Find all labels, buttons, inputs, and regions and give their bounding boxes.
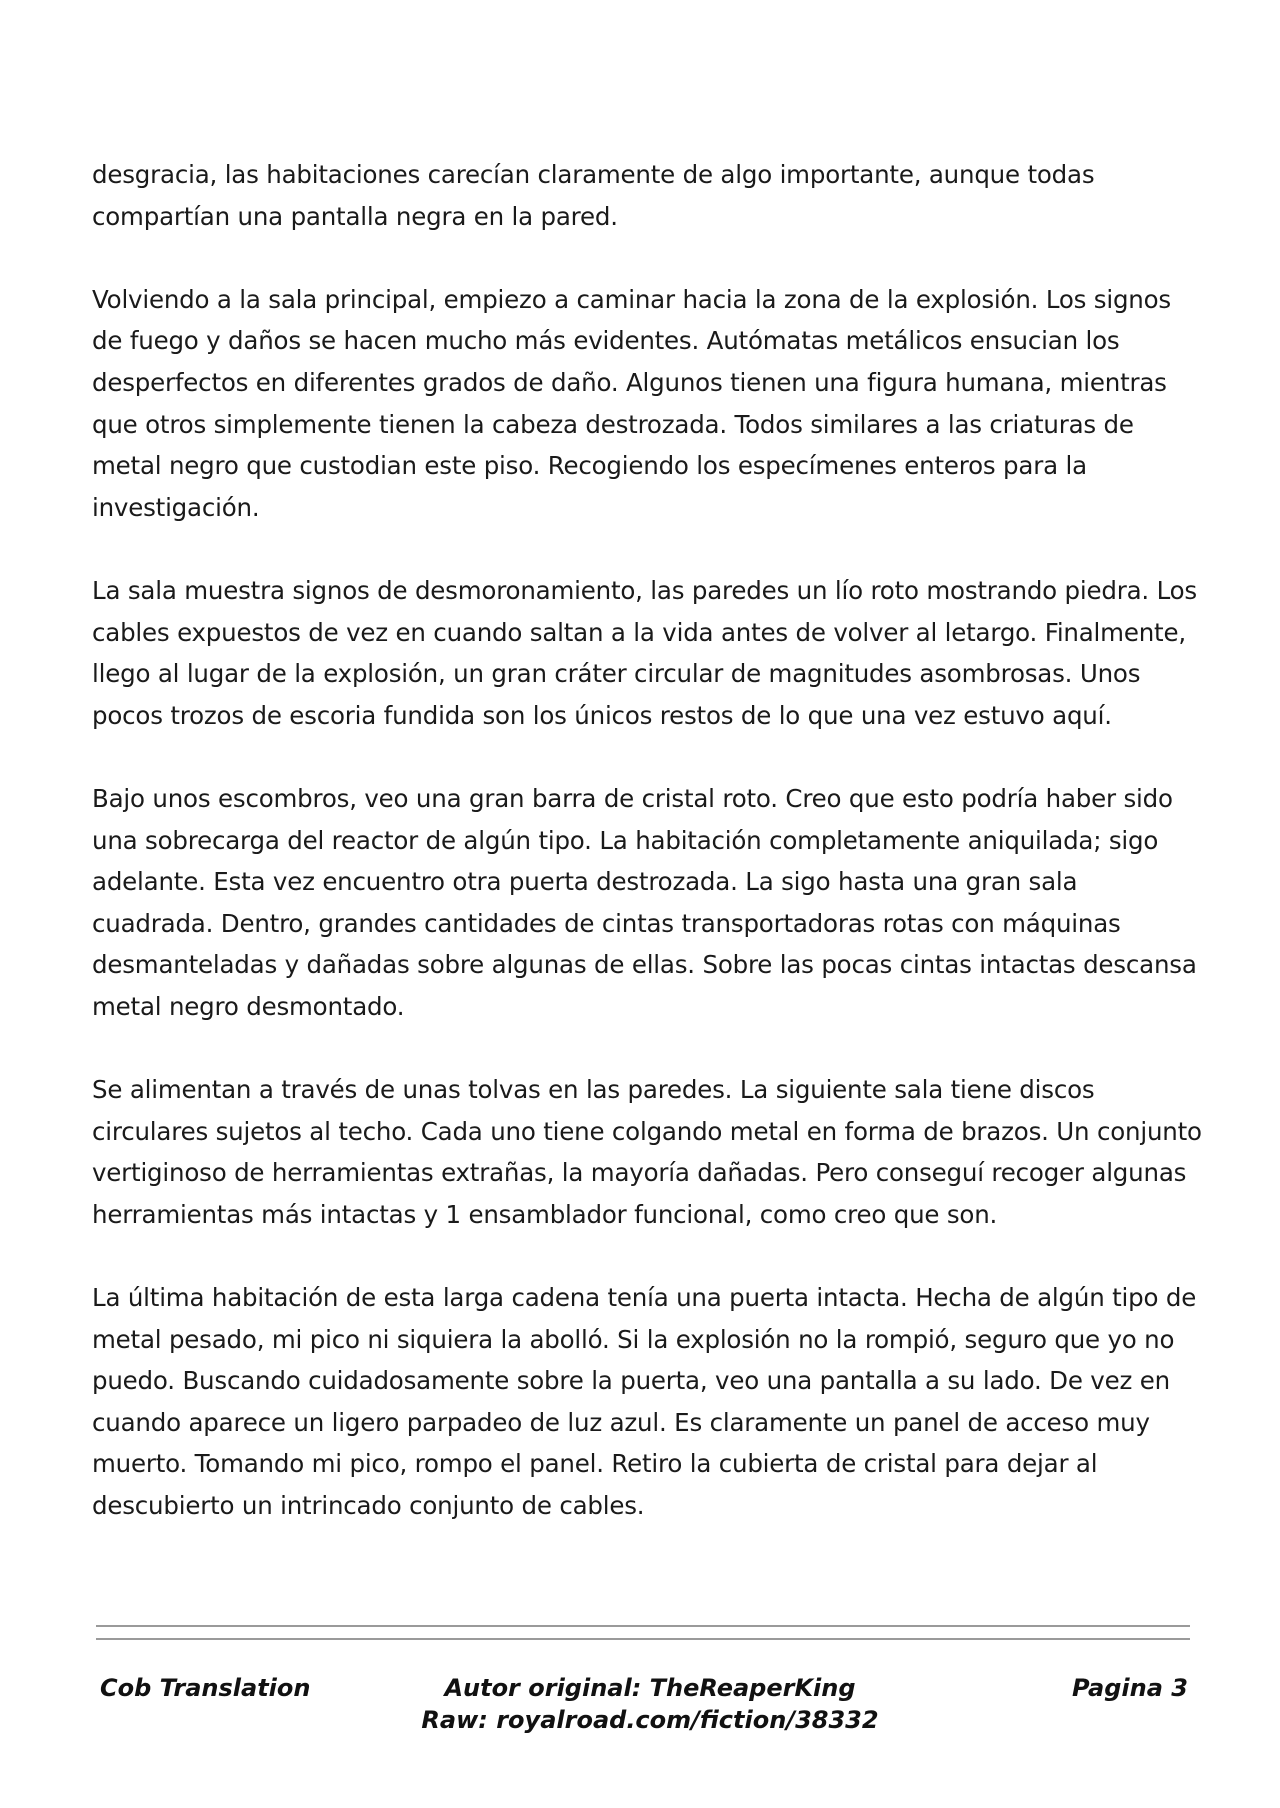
paragraph-1: desgracia, las habitaciones carecían claramente de algo importante, aunque todas compartían una pantalla negra en la pared. [92,160,1095,231]
footer-original-author: Autor original: TheReaperKing [444,1674,856,1702]
paragraph-3: La sala muestra signos de desmoronamiento, las paredes un lío roto mostrando piedra. Los cables expuestos de vez en cuando saltan a la vida antes de volver al letargo. Finalmente, llego al lugar de la explosión, un gran cráter circular de magnitudes asombrosas. Unos pocos trozos de escoria fundida son los únicos restos de lo que una vez estuvo aquí. [92,575,1197,730]
footer-translator: Cob Translation [100,1674,311,1702]
paragraph-5: Se alimentan a través de unas tolvas en las paredes. La siguiente sala tiene discos circulares sujetos al techo. Cada uno tiene colgando metal en forma de brazos. Un conjunto vertiginoso de herramientas extrañas, la mayoría dañadas. Pero conseguí recoger algunas herramientas más intactas y 1 ensamblador funcional, como creo que son. [92,1075,1202,1229]
footer-page-number: Pagina 3 [1072,1674,1188,1702]
paragraph-4: Bajo unos escombros, veo una gran barra de cristal roto. Creo que esto podría haber sido una sobrecarga del reactor de algún tipo. La habitación completamente aniquilada; sigo adelante. Esta vez encuentro otra puerta destrozada. La sigo hasta una gran sala cuadrada. Dentro, grandes cantidades de cintas transportadoras rotas con máquinas desmanteladas y dañadas sobre algunas de ellas. Sobre las pocas cintas intactas descansa metal negro desmontado. [92,783,1197,1021]
paragraph-2: Volviendo a la sala principal, empiezo a caminar hacia la zona de la explosión. Los signos de fuego y daños se hacen mucho más evidentes. Autómatas metálicos ensucian los desperfectos en diferentes grados de daño. Algunos tienen una figura humana, mientras que otros simplemente tienen la cabeza destrozada. Todos similares a las criaturas de metal negro que custodian este piso. Recogiendo los especímenes enteros para la investigación. [92,284,1171,522]
paragraph-6: La última habitación de esta larga cadena tenía una puerta intacta. Hecha de algún tipo de metal pesado, mi pico ni siquiera la abolló. Si la explosión no la rompió, seguro que yo no puedo. Buscando cuidadosamente sobre la puerta, veo una pantalla a su lado. De vez en cuando aparece un ligero parpadeo de luz azul. Es claramente un panel de acceso muy muerto. Tomando mi pico, rompo el panel. Retiro la cubierta de cristal para dejar al descubierto un intrincado conjunto de cables. [92,1283,1197,1520]
footer-divider-bottom [96,1638,1190,1640]
footer-credits [390,1672,910,1736]
footer-raw-source: Raw: royalroad.com/fiction/38332 [421,1706,879,1734]
body-text [92,154,1202,1568]
footer-divider-top [96,1625,1190,1627]
